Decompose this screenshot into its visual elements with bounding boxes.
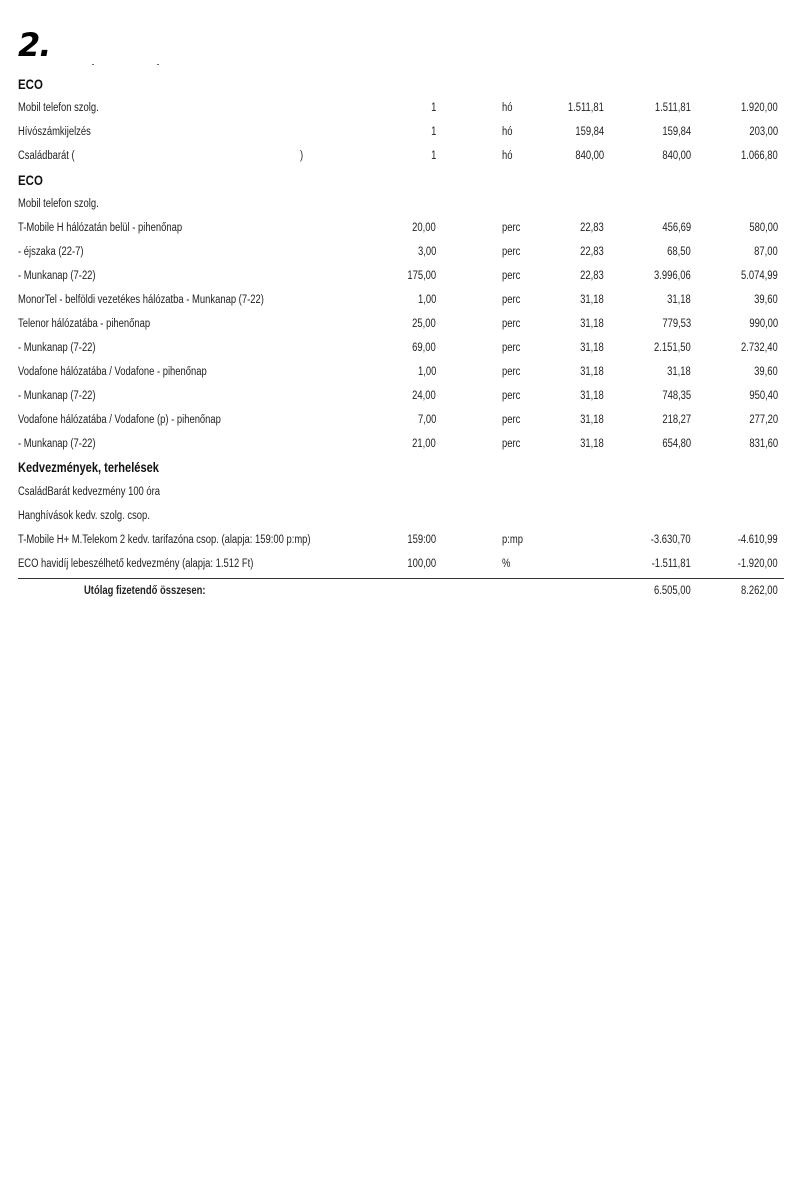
table-row (18, 360, 784, 384)
row-label: - Munkanap (7-22) (18, 390, 96, 402)
table-row (18, 264, 784, 288)
row-quantity: 1 (430, 126, 436, 138)
row-gross-amount: 277,20 (749, 414, 778, 426)
row-quantity: 1,00 (417, 366, 436, 378)
row-unit-price: 1.511,81 (567, 102, 604, 114)
table-row (18, 408, 784, 432)
row-quantity: 21,00 (412, 438, 436, 450)
row-label: - éjszaka (22-7) (18, 246, 84, 258)
row-label: Telenor hálózatába - pihenőnap (18, 318, 151, 330)
total-net-amount: 6.505,00 (654, 585, 691, 597)
row-unit: perc (502, 318, 521, 330)
row-unit: hó (502, 126, 513, 138)
row-unit-price: 31,18 (580, 414, 604, 426)
row-net-amount: 456,69 (662, 222, 691, 234)
row-unit-price: 31,18 (580, 342, 604, 354)
row-gross-amount: 87,00 (754, 246, 778, 258)
row-label-paren: ) (300, 150, 304, 162)
row-label: T-Mobile H+ M.Telekom 2 kedv. tarifazóna csop. (alapja: 159:00 p:mp) (18, 534, 311, 546)
row-quantity: 7,00 (417, 414, 436, 426)
row-gross-amount: 831,60 (749, 438, 778, 450)
row-gross-amount: 1.920,00 (741, 102, 778, 114)
row-unit-price: 31,18 (580, 438, 604, 450)
table-row (18, 312, 784, 336)
row-net-amount: 159,84 (662, 126, 691, 138)
row-unit: p:mp (502, 534, 523, 546)
row-quantity: 1 (430, 150, 436, 162)
row-net-amount: -3.630,70 (651, 534, 691, 546)
table-row (18, 240, 784, 264)
table-row (18, 120, 784, 144)
row-net-amount: 654,80 (662, 438, 691, 450)
row-label: Vodafone hálózatába / Vodafone (p) - pihenőnap (18, 414, 221, 426)
row-quantity: 175,00 (407, 270, 436, 282)
table-row (18, 192, 784, 216)
row-quantity: 159:00 (407, 534, 436, 546)
row-label: Hívószámkijelzés (18, 126, 91, 138)
row-gross-amount: 1.066,80 (741, 150, 778, 162)
table-row (18, 384, 784, 408)
row-unit-price: 31,18 (580, 294, 604, 306)
row-quantity: 20,00 (412, 222, 436, 234)
row-unit: perc (502, 246, 521, 258)
row-label: ECO havidíj lebeszélhető kedvezmény (alapja: 1.512 Ft) (18, 558, 254, 570)
row-unit: perc (502, 438, 521, 450)
row-quantity: 100,00 (407, 558, 436, 570)
row-unit: perc (502, 222, 521, 234)
row-unit-price: 31,18 (580, 366, 604, 378)
row-label: Mobil telefon szolg. (18, 198, 99, 210)
row-label: Mobil telefon szolg. (18, 102, 99, 114)
row-unit: perc (502, 390, 521, 402)
row-gross-amount: 580,00 (749, 222, 778, 234)
row-label: Vodafone hálózatába / Vodafone - pihenőnap (18, 366, 207, 378)
page-number: 2. (18, 26, 51, 64)
row-gross-amount: 950,40 (749, 390, 778, 402)
row-unit-price: 22,83 (580, 246, 604, 258)
section-heading-label: Kedvezmények, terhelések (18, 460, 159, 475)
row-unit: hó (502, 102, 513, 114)
row-label: - Munkanap (7-22) (18, 342, 96, 354)
row-label: MonorTel - belföldi vezetékes hálózatba - Munkanap (7-22) (18, 294, 264, 306)
row-unit: perc (502, 414, 521, 426)
row-net-amount: 218,27 (662, 414, 691, 426)
row-unit: % (502, 558, 511, 570)
row-unit-price: 22,83 (580, 222, 604, 234)
row-net-amount: 2.151,50 (654, 342, 691, 354)
scan-speck (157, 64, 159, 65)
row-label: - Munkanap (7-22) (18, 438, 96, 450)
table-row (18, 144, 784, 168)
row-quantity: 25,00 (412, 318, 436, 330)
row-gross-amount: -4.610,99 (738, 534, 778, 546)
row-gross-amount: 203,00 (749, 126, 778, 138)
row-unit-price: 31,18 (580, 390, 604, 402)
row-net-amount: 31,18 (667, 294, 691, 306)
table-row (18, 288, 784, 312)
row-unit-price: 840,00 (575, 150, 604, 162)
section-heading-label: ECO (18, 172, 43, 188)
row-net-amount: -1.511,81 (651, 558, 691, 570)
row-label: Hanghívások kedv. szolg. csop. (18, 510, 150, 522)
total-row (18, 579, 784, 603)
total-gross-amount: 8.262,00 (741, 585, 778, 597)
row-unit: perc (502, 270, 521, 282)
row-unit-price: 22,83 (580, 270, 604, 282)
table-row (18, 528, 784, 552)
row-label: CsaládBarát kedvezmény 100 óra (18, 486, 161, 498)
table-row (18, 552, 784, 576)
row-net-amount: 779,53 (662, 318, 691, 330)
section-heading (18, 72, 784, 96)
row-unit: hó (502, 150, 513, 162)
row-quantity: 3,00 (417, 246, 436, 258)
row-gross-amount: 990,00 (749, 318, 778, 330)
row-net-amount: 3.996,06 (654, 270, 691, 282)
table-row (18, 96, 784, 120)
section-heading (18, 456, 784, 480)
row-quantity: 24,00 (412, 390, 436, 402)
table-row (18, 336, 784, 360)
table-row (18, 504, 784, 528)
row-unit-price: 159,84 (575, 126, 604, 138)
row-net-amount: 31,18 (667, 366, 691, 378)
row-unit: perc (502, 366, 521, 378)
row-gross-amount: 39,60 (754, 294, 778, 306)
row-label: - Munkanap (7-22) (18, 270, 96, 282)
row-quantity: 1,00 (417, 294, 436, 306)
row-label: Családbarát ( (18, 150, 75, 162)
row-unit: perc (502, 294, 521, 306)
row-unit-price: 31,18 (580, 318, 604, 330)
row-quantity: 1 (430, 102, 436, 114)
row-gross-amount: -1.920,00 (738, 558, 778, 570)
row-gross-amount: 2.732,40 (741, 342, 778, 354)
scan-speck (92, 64, 94, 65)
table-row (18, 480, 784, 504)
invoice-detail-table (18, 72, 784, 603)
row-net-amount: 1.511,81 (654, 102, 691, 114)
table-row (18, 216, 784, 240)
row-unit: perc (502, 342, 521, 354)
section-heading (18, 168, 784, 192)
section-heading-label: ECO (18, 76, 43, 92)
row-net-amount: 840,00 (662, 150, 691, 162)
table-row (18, 432, 784, 456)
row-gross-amount: 5.074,99 (741, 270, 778, 282)
row-net-amount: 68,50 (667, 246, 691, 258)
row-label: T-Mobile H hálózatán belül - pihenőnap (18, 222, 183, 234)
total-label: Utólag fizetendő összesen: (84, 585, 206, 597)
row-gross-amount: 39,60 (754, 366, 778, 378)
row-net-amount: 748,35 (662, 390, 691, 402)
row-quantity: 69,00 (412, 342, 436, 354)
